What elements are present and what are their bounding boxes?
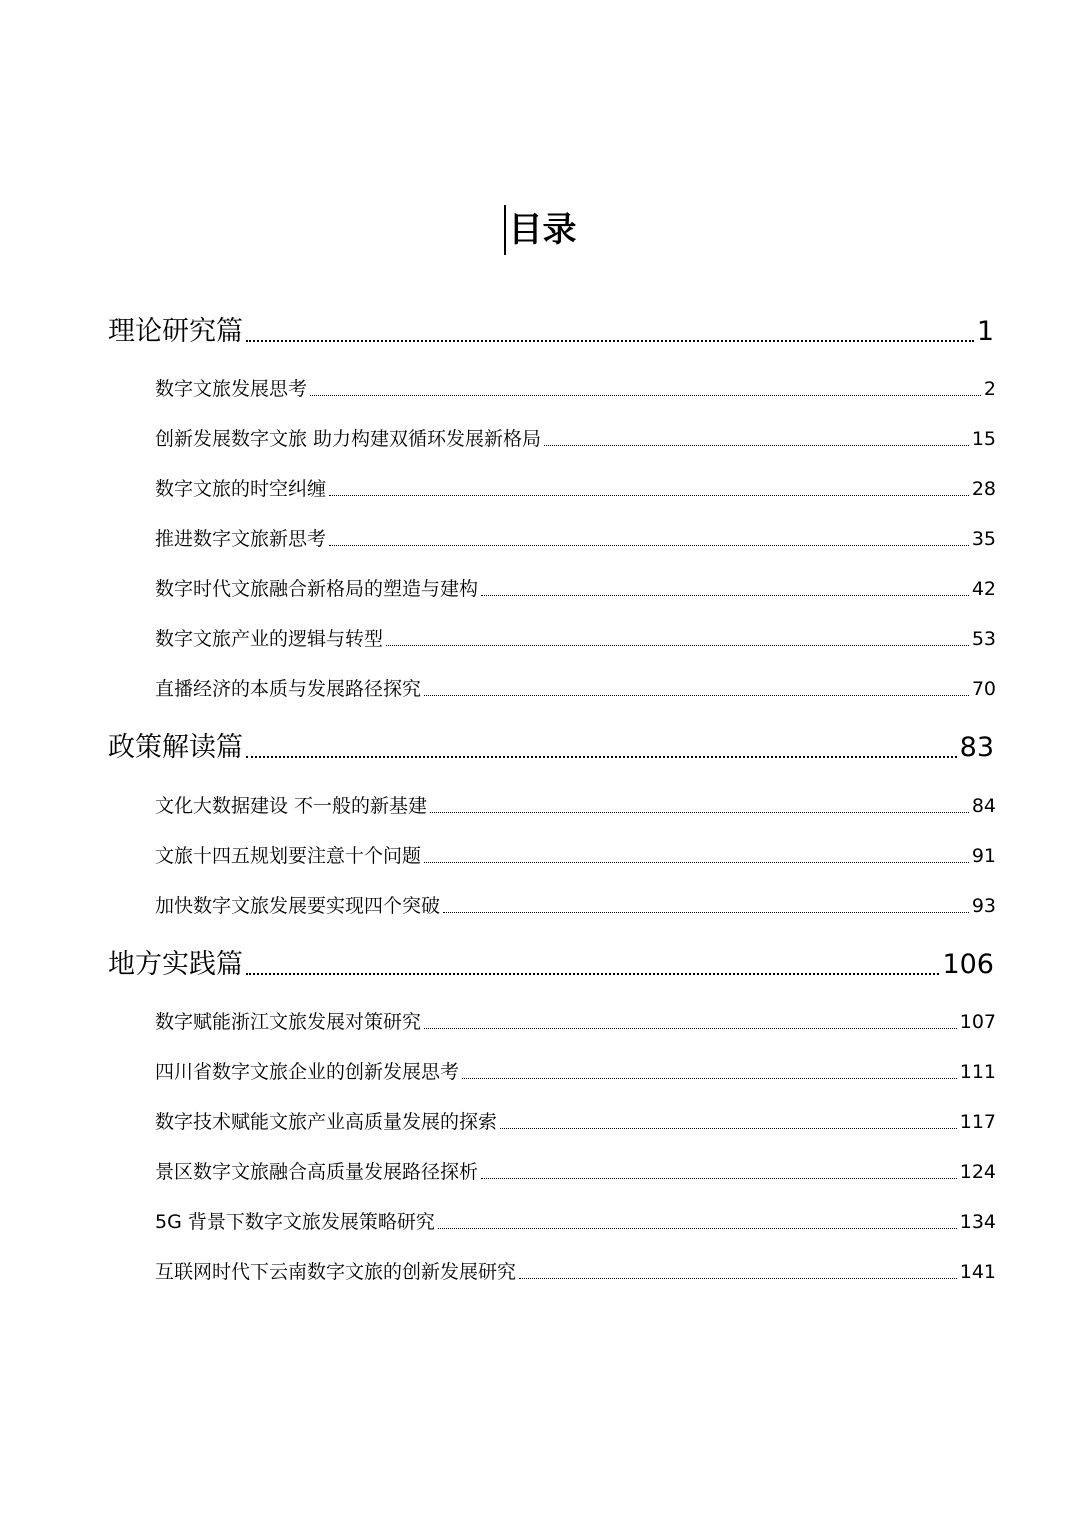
entry-page-number: 35 xyxy=(971,528,996,550)
entry-title: 文化大数据建设 不一般的新基建 xyxy=(155,795,428,817)
entry-title: 加快数字文旅发展要实现四个突破 xyxy=(155,895,441,917)
entry-page-number: 93 xyxy=(971,895,996,917)
entry-title: 直播经济的本质与发展路径探究 xyxy=(155,678,422,700)
entry-title: 数字文旅产业的逻辑与转型 xyxy=(155,628,384,650)
dot-leader xyxy=(246,340,974,342)
entry-title: 文旅十四五规划要注意十个问题 xyxy=(155,845,422,867)
toc-entry[interactable] xyxy=(155,575,996,603)
entry-page-number: 53 xyxy=(971,628,996,650)
dot-leader xyxy=(246,973,939,975)
toc-entry[interactable] xyxy=(155,475,996,503)
entry-page-number: 70 xyxy=(971,678,996,700)
section-title: 政策解读篇 xyxy=(108,732,243,763)
toc-entry[interactable] xyxy=(155,1008,996,1036)
toc-section-practice[interactable] xyxy=(108,946,994,984)
entry-title: 创新发展数字文旅 助力构建双循环发展新格局 xyxy=(155,428,542,450)
entry-page-number: 111 xyxy=(959,1061,996,1083)
entry-title: 5G 背景下数字文旅发展策略研究 xyxy=(155,1211,435,1233)
entry-page-number: 141 xyxy=(959,1261,996,1283)
entry-page-number: 42 xyxy=(971,578,996,600)
toc-entry[interactable] xyxy=(155,1258,996,1286)
toc-entry[interactable] xyxy=(155,792,996,820)
entry-title: 数字赋能浙江文旅发展对策研究 xyxy=(155,1011,422,1033)
toc-entry[interactable] xyxy=(155,842,996,870)
dot-leader xyxy=(329,545,969,546)
dot-leader xyxy=(310,395,981,396)
dot-leader xyxy=(481,1178,957,1179)
entry-page-number: 124 xyxy=(959,1161,996,1183)
dot-leader xyxy=(246,756,957,758)
entry-page-number: 28 xyxy=(971,478,996,500)
entry-title: 景区数字文旅融合高质量发展路径探析 xyxy=(155,1161,479,1183)
toc-entry[interactable] xyxy=(155,892,996,920)
toc-entry[interactable] xyxy=(155,1158,996,1186)
entry-title: 数字时代文旅融合新格局的塑造与建构 xyxy=(155,578,479,600)
dot-leader xyxy=(438,1228,957,1229)
dot-leader xyxy=(443,912,969,913)
section-title: 理论研究篇 xyxy=(108,316,243,347)
entry-page-number: 117 xyxy=(959,1111,996,1133)
dot-leader xyxy=(424,1028,957,1029)
toc-entry[interactable] xyxy=(155,625,996,653)
entry-title: 互联网时代下云南数字文旅的创新发展研究 xyxy=(155,1261,517,1283)
toc-title xyxy=(0,205,1080,255)
toc-entry[interactable] xyxy=(155,375,996,403)
text-cursor xyxy=(504,205,506,255)
toc-entry[interactable] xyxy=(155,675,996,703)
section-page-number: 83 xyxy=(959,732,994,763)
entry-page-number: 84 xyxy=(971,795,996,817)
section-title: 地方实践篇 xyxy=(108,949,243,980)
entry-page-number: 91 xyxy=(971,845,996,867)
toc-entry[interactable] xyxy=(155,1108,996,1136)
entry-page-number: 134 xyxy=(959,1211,996,1233)
dot-leader xyxy=(386,645,969,646)
toc-title-text: 目录 xyxy=(508,210,577,250)
entry-title: 数字技术赋能文旅产业高质量发展的探索 xyxy=(155,1111,498,1133)
toc-entry[interactable] xyxy=(155,1208,996,1236)
toc-entry[interactable] xyxy=(155,1058,996,1086)
dot-leader xyxy=(462,1078,957,1079)
dot-leader xyxy=(424,695,969,696)
section-page-number: 1 xyxy=(976,316,994,347)
dot-leader xyxy=(500,1128,957,1129)
entry-title: 四川省数字文旅企业的创新发展思考 xyxy=(155,1061,460,1083)
toc-section-theory[interactable] xyxy=(108,313,994,351)
dot-leader xyxy=(481,595,969,596)
section-page-number: 106 xyxy=(942,949,994,980)
entry-page-number: 107 xyxy=(959,1011,996,1033)
entry-page-number: 2 xyxy=(983,378,996,400)
toc-entry[interactable] xyxy=(155,525,996,553)
entry-page-number: 15 xyxy=(971,428,996,450)
entry-title: 推进数字文旅新思考 xyxy=(155,528,327,550)
dot-leader xyxy=(424,862,969,863)
dot-leader xyxy=(430,812,969,813)
dot-leader xyxy=(519,1278,957,1279)
toc-section-policy[interactable] xyxy=(108,729,994,767)
toc-entry[interactable] xyxy=(155,425,996,453)
entry-title: 数字文旅发展思考 xyxy=(155,378,308,400)
dot-leader xyxy=(329,495,969,496)
entry-title: 数字文旅的时空纠缠 xyxy=(155,478,327,500)
dot-leader xyxy=(544,445,969,446)
